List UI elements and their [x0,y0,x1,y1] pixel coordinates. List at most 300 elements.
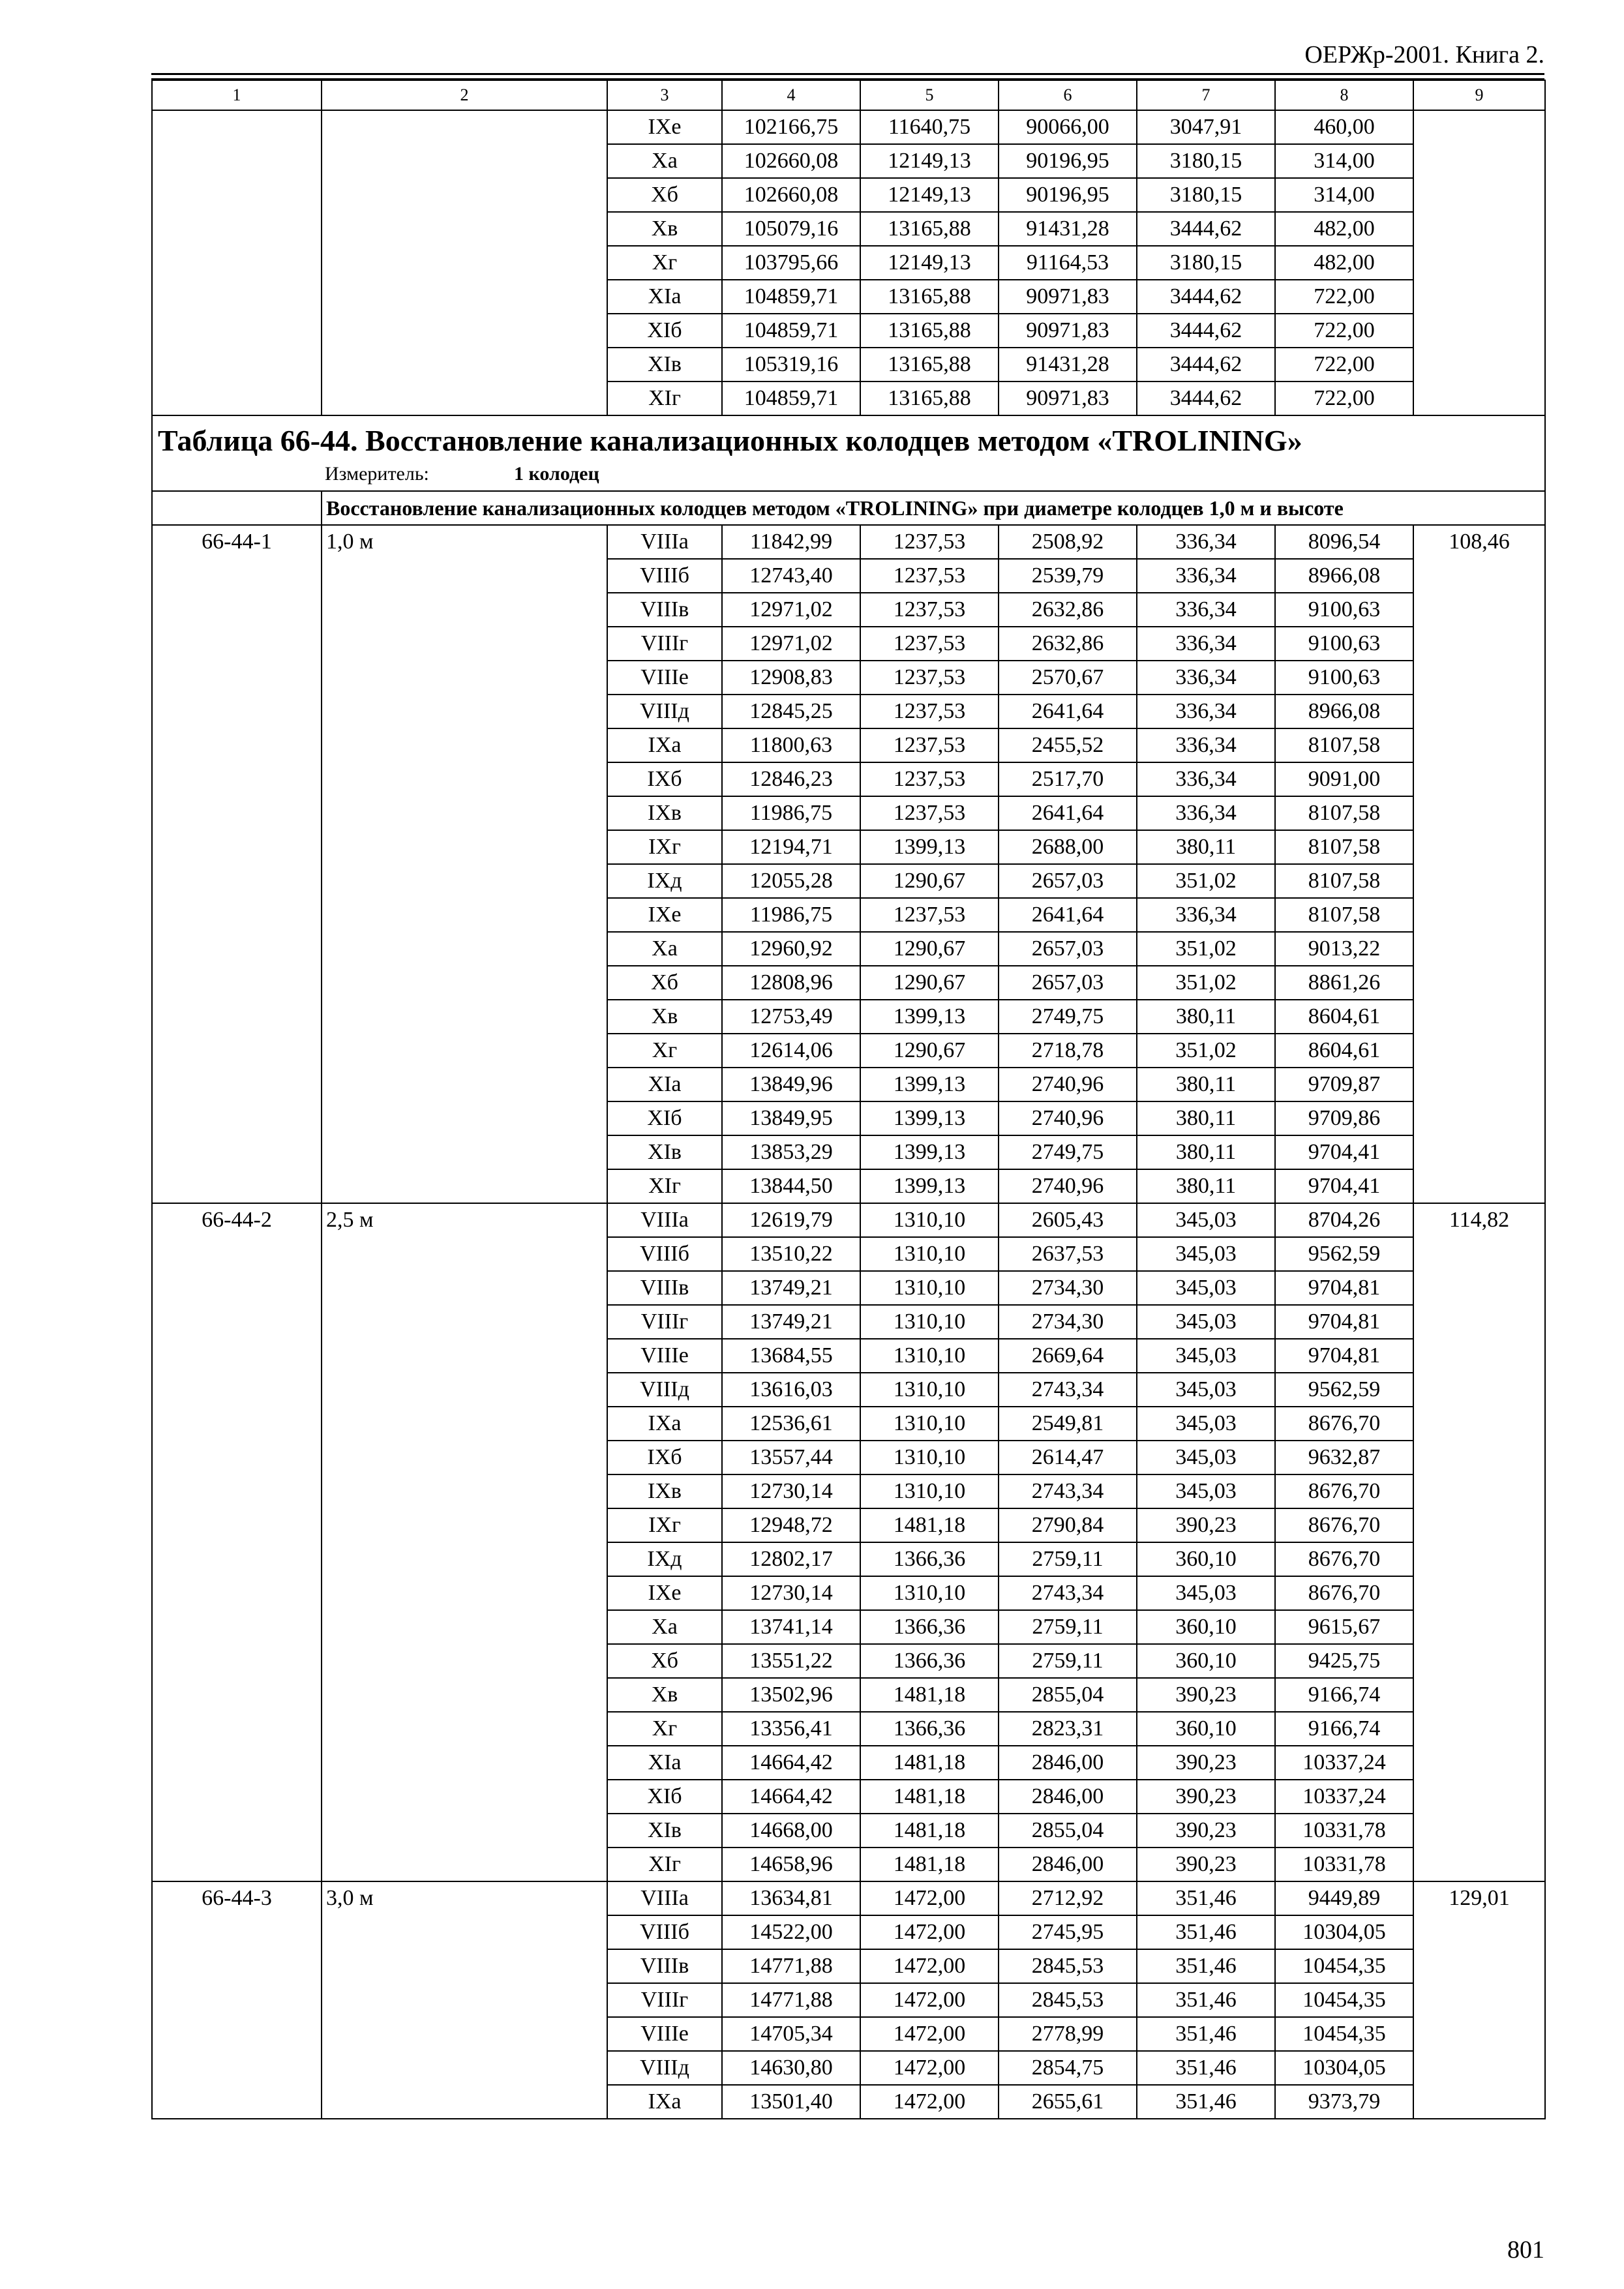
resource-group-cell: IXг [607,830,722,864]
value-col4-cell: 14705,34 [722,2017,860,2051]
value-col7-cell: 3444,62 [1137,212,1275,246]
value-col5-cell: 1310,10 [860,1237,999,1271]
table-row [152,1881,1545,1915]
column-number: 5 [860,80,999,110]
rates-table [151,80,1546,2119]
value-col6-cell: 91164,53 [999,246,1137,280]
value-col7-cell: 360,10 [1137,1610,1275,1644]
resource-group-cell: XIб [607,1101,722,1135]
resource-group-cell: VIIIд [607,2051,722,2085]
column-number: 2 [322,80,607,110]
value-col7-cell: 3180,15 [1137,178,1275,212]
value-col5-cell: 1237,53 [860,796,999,830]
value-col5-cell: 12149,13 [860,246,999,280]
resource-group-cell: XIг [607,1848,722,1881]
value-col6-cell: 2655,61 [999,2085,1137,2119]
value-col7-cell: 336,34 [1137,695,1275,728]
value-col7-cell: 3180,15 [1137,144,1275,178]
value-col6-cell: 2637,53 [999,1237,1137,1271]
value-col7-cell: 380,11 [1137,1101,1275,1135]
value-col6-cell: 2688,00 [999,830,1137,864]
value-col4-cell: 12743,40 [722,559,860,593]
value-col7-cell: 345,03 [1137,1441,1275,1474]
resource-group-cell: VIIIб [607,1237,722,1271]
value-col7-cell: 3444,62 [1137,280,1275,314]
value-col6-cell: 90196,95 [999,144,1137,178]
value-col5-cell: 1237,53 [860,559,999,593]
value-col7-cell: 380,11 [1137,1068,1275,1101]
value-col7-cell: 336,34 [1137,525,1275,559]
value-col6-cell: 2669,64 [999,1339,1137,1373]
value-col4-cell: 13634,81 [722,1881,860,1915]
value-col7-cell: 351,46 [1137,2017,1275,2051]
value-col7-cell: 351,46 [1137,2085,1275,2119]
value-col6-cell: 2743,34 [999,1373,1137,1407]
value-col7-cell: 336,34 [1137,559,1275,593]
value-col4-cell: 14668,00 [722,1814,860,1848]
resource-group-cell: IXа [607,2085,722,2119]
value-col4-cell: 12730,14 [722,1474,860,1508]
value-col6-cell: 90971,83 [999,314,1137,348]
value-col6-cell: 2845,53 [999,1983,1137,2017]
value-col5-cell: 1237,53 [860,593,999,627]
value-col4-cell: 104859,71 [722,314,860,348]
column-number: 9 [1413,80,1545,110]
value-col4-cell: 12808,96 [722,966,860,1000]
value-col8-cell: 10304,05 [1275,1915,1413,1949]
value-col5-cell: 1366,36 [860,1610,999,1644]
value-col8-cell: 9100,63 [1275,661,1413,695]
value-col6-cell: 2846,00 [999,1780,1137,1814]
value-col6-cell: 2759,11 [999,1542,1137,1576]
value-col6-cell: 2778,99 [999,2017,1137,2051]
value-col8-cell: 9425,75 [1275,1644,1413,1678]
value-col7-cell: 351,46 [1137,1949,1275,1983]
value-col6-cell: 2855,04 [999,1678,1137,1712]
value-col6-cell: 2549,81 [999,1407,1137,1441]
value-col4-cell: 13849,96 [722,1068,860,1101]
resource-group-cell: IXв [607,796,722,830]
value-col4-cell: 14630,80 [722,2051,860,2085]
value-col8-cell: 9091,00 [1275,762,1413,796]
value-col5-cell: 1399,13 [860,1068,999,1101]
resource-group-cell: IXа [607,1407,722,1441]
value-col6-cell: 2740,96 [999,1101,1137,1135]
value-col8-cell: 8604,61 [1275,1000,1413,1034]
resource-group-cell: XIб [607,1780,722,1814]
value-col6-cell: 91431,28 [999,212,1137,246]
value-col5-cell: 1290,67 [860,932,999,966]
value-col7-cell: 380,11 [1137,1000,1275,1034]
value-col5-cell: 1481,18 [860,1848,999,1881]
value-col5-cell: 1237,53 [860,695,999,728]
resource-group-cell: IXг [607,1508,722,1542]
value-col4-cell: 13741,14 [722,1610,860,1644]
resource-group-cell: IXе [607,1576,722,1610]
value-col5-cell: 1290,67 [860,864,999,898]
value-col5-cell: 1310,10 [860,1203,999,1237]
value-col7-cell: 351,02 [1137,864,1275,898]
value-col6-cell: 2823,31 [999,1712,1137,1746]
value-col8-cell: 9704,41 [1275,1169,1413,1203]
value-col7-cell: 351,46 [1137,1915,1275,1949]
value-col5-cell: 1472,00 [860,2085,999,2119]
resource-group-cell: XIг [607,382,722,415]
value-col8-cell: 8861,26 [1275,966,1413,1000]
value-col6-cell: 2846,00 [999,1746,1137,1780]
resource-group-cell: IXе [607,110,722,144]
value-col4-cell: 105079,16 [722,212,860,246]
value-col4-cell: 12753,49 [722,1000,860,1034]
value-col5-cell: 1366,36 [860,1644,999,1678]
resource-group-cell: XIв [607,1814,722,1848]
value-col5-cell: 1310,10 [860,1305,999,1339]
value-col7-cell: 390,23 [1137,1814,1275,1848]
value-col4-cell: 14664,42 [722,1746,860,1780]
value-col4-cell: 11800,63 [722,728,860,762]
column-number: 8 [1275,80,1413,110]
unit-line [325,460,1539,488]
value-col6-cell: 90196,95 [999,178,1137,212]
resource-group-cell: VIIIв [607,593,722,627]
value-col8-cell: 10331,78 [1275,1814,1413,1848]
value-col8-cell: 8604,61 [1275,1034,1413,1068]
value-col8-cell: 9373,79 [1275,2085,1413,2119]
value-col4-cell: 105319,16 [722,348,860,382]
value-col4-cell: 102166,75 [722,110,860,144]
column-number: 7 [1137,80,1275,110]
value-col4-cell: 13749,21 [722,1271,860,1305]
value-col4-cell: 12948,72 [722,1508,860,1542]
value-col8-cell: 9562,59 [1275,1237,1413,1271]
value-col8-cell: 9013,22 [1275,932,1413,966]
value-col5-cell: 1290,67 [860,966,999,1000]
value-col8-cell: 9704,81 [1275,1305,1413,1339]
value-col7-cell: 390,23 [1137,1746,1275,1780]
value-col4-cell: 12730,14 [722,1576,860,1610]
value-col7-cell: 380,11 [1137,1135,1275,1169]
value-col4-cell: 13502,96 [722,1678,860,1712]
value-col8-cell: 9449,89 [1275,1881,1413,1915]
value-col5-cell: 1290,67 [860,1034,999,1068]
value-col4-cell: 104859,71 [722,382,860,415]
value-col5-cell: 1481,18 [860,1678,999,1712]
table-row [152,1203,1545,1237]
value-col5-cell: 1237,53 [860,525,999,559]
resource-group-cell: Xб [607,966,722,1000]
value-col5-cell: 1472,00 [860,2017,999,2051]
empty-name-cell [322,110,607,415]
value-col6-cell: 2740,96 [999,1068,1137,1101]
value-col8-cell: 8676,70 [1275,1407,1413,1441]
table-title-cell [152,415,1545,491]
value-col8-cell: 10337,24 [1275,1780,1413,1814]
value-col4-cell: 11986,75 [722,796,860,830]
value-col5-cell: 1310,10 [860,1339,999,1373]
value-col7-cell: 336,34 [1137,762,1275,796]
value-col8-cell: 10304,05 [1275,2051,1413,2085]
value-col4-cell: 13749,21 [722,1305,860,1339]
value-col6-cell: 2657,03 [999,932,1137,966]
value-col7-cell: 345,03 [1137,1474,1275,1508]
value-col7-cell: 345,03 [1137,1373,1275,1407]
value-col5-cell: 1366,36 [860,1542,999,1576]
value-col7-cell: 345,03 [1137,1271,1275,1305]
resource-group-cell: Xб [607,1644,722,1678]
value-col6-cell: 2855,04 [999,1814,1137,1848]
value-col5-cell: 13165,88 [860,212,999,246]
table-title-row [152,415,1545,491]
resource-group-cell: Xв [607,1000,722,1034]
resource-group-cell: VIIIг [607,1305,722,1339]
value-col6-cell: 91431,28 [999,348,1137,382]
rate-name-cell: 1,0 м [322,525,607,1203]
value-col5-cell: 1472,00 [860,1881,999,1915]
value-col8-cell: 722,00 [1275,348,1413,382]
value-col7-cell: 336,34 [1137,796,1275,830]
value-col4-cell: 12846,23 [722,762,860,796]
value-col5-cell: 1310,10 [860,1373,999,1407]
value-col6-cell: 2570,67 [999,661,1137,695]
value-col6-cell: 2743,34 [999,1474,1137,1508]
value-col5-cell: 1399,13 [860,830,999,864]
value-col6-cell: 2740,96 [999,1169,1137,1203]
value-col4-cell: 12908,83 [722,661,860,695]
unit-value: 1 колодец [514,463,599,485]
value-col8-cell: 9709,86 [1275,1101,1413,1135]
value-col7-cell: 336,34 [1137,898,1275,932]
value-col8-cell: 314,00 [1275,178,1413,212]
resource-group-cell: VIIIд [607,695,722,728]
resource-group-cell: XIг [607,1169,722,1203]
value-col5-cell: 12149,13 [860,144,999,178]
value-col8-cell: 8676,70 [1275,1474,1413,1508]
value-col5-cell: 1481,18 [860,1814,999,1848]
value-col4-cell: 12619,79 [722,1203,860,1237]
column-number: 1 [152,80,322,110]
value-col8-cell: 8107,58 [1275,796,1413,830]
value-col8-cell: 10337,24 [1275,1746,1413,1780]
value-col8-cell: 9704,81 [1275,1339,1413,1373]
col9-value-cell: 114,82 [1413,1203,1545,1881]
value-col4-cell: 14771,88 [722,1949,860,1983]
resource-group-cell: VIIIа [607,1881,722,1915]
value-col4-cell: 12802,17 [722,1542,860,1576]
value-col4-cell: 12845,25 [722,695,860,728]
value-col7-cell: 390,23 [1137,1848,1275,1881]
value-col8-cell: 460,00 [1275,110,1413,144]
value-col6-cell: 2455,52 [999,728,1137,762]
value-col7-cell: 351,02 [1137,1034,1275,1068]
page-header: ОЕРЖр-2001. Книга 2. [1304,41,1544,68]
value-col5-cell: 1399,13 [860,1000,999,1034]
value-col6-cell: 2745,95 [999,1915,1137,1949]
value-col7-cell: 345,03 [1137,1407,1275,1441]
value-col7-cell: 336,34 [1137,627,1275,661]
value-col6-cell: 2749,75 [999,1135,1137,1169]
value-col5-cell: 1310,10 [860,1271,999,1305]
value-col7-cell: 345,03 [1137,1576,1275,1610]
col9-value-cell: 129,01 [1413,1881,1545,2119]
value-col8-cell: 8107,58 [1275,830,1413,864]
resource-group-cell: Xа [607,932,722,966]
value-col4-cell: 13853,29 [722,1135,860,1169]
value-col8-cell: 722,00 [1275,314,1413,348]
resource-group-cell: XIб [607,314,722,348]
resource-group-cell: VIIIе [607,1339,722,1373]
resource-group-cell: IXд [607,864,722,898]
value-col6-cell: 2749,75 [999,1000,1137,1034]
value-col5-cell: 1237,53 [860,762,999,796]
value-col4-cell: 12055,28 [722,864,860,898]
resource-group-cell: XIа [607,1068,722,1101]
value-col6-cell: 2657,03 [999,864,1137,898]
value-col4-cell: 13551,22 [722,1644,860,1678]
value-col4-cell: 13356,41 [722,1712,860,1746]
resource-group-cell: Xа [607,1610,722,1644]
value-col4-cell: 102660,08 [722,144,860,178]
value-col8-cell: 8676,70 [1275,1576,1413,1610]
value-col4-cell: 12614,06 [722,1034,860,1068]
value-col5-cell: 1399,13 [860,1169,999,1203]
value-col4-cell: 14522,00 [722,1915,860,1949]
value-col7-cell: 390,23 [1137,1780,1275,1814]
table-title: Таблица 66-44. Восстановление канализационных колодцев методом «TROLINING» [158,424,1302,457]
value-col4-cell: 13501,40 [722,2085,860,2119]
value-col7-cell: 3180,15 [1137,246,1275,280]
value-col6-cell: 2539,79 [999,559,1137,593]
value-col6-cell: 90066,00 [999,110,1137,144]
value-col4-cell: 12194,71 [722,830,860,864]
value-col4-cell: 102660,08 [722,178,860,212]
resource-group-cell: VIIIб [607,559,722,593]
value-col6-cell: 2759,11 [999,1644,1137,1678]
subheading-row [152,491,1545,525]
value-col8-cell: 8096,54 [1275,525,1413,559]
resource-group-cell: IXа [607,728,722,762]
value-col6-cell: 2846,00 [999,1848,1137,1881]
value-col5-cell: 1399,13 [860,1101,999,1135]
value-col6-cell: 2790,84 [999,1508,1137,1542]
value-col5-cell: 1310,10 [860,1576,999,1610]
value-col5-cell: 1366,36 [860,1712,999,1746]
column-number: 3 [607,80,722,110]
value-col5-cell: 1237,53 [860,627,999,661]
value-col4-cell: 13616,03 [722,1373,860,1407]
value-col5-cell: 1237,53 [860,661,999,695]
value-col6-cell: 2614,47 [999,1441,1137,1474]
rate-code-cell: 66-44-1 [152,525,322,1203]
value-col4-cell: 11842,99 [722,525,860,559]
value-col4-cell: 13510,22 [722,1237,860,1271]
value-col8-cell: 10454,35 [1275,2017,1413,2051]
value-col8-cell: 10454,35 [1275,1983,1413,2017]
value-col6-cell: 2632,86 [999,627,1137,661]
resource-group-cell: IXе [607,898,722,932]
resource-group-cell: IXб [607,1441,722,1474]
value-col8-cell: 9562,59 [1275,1373,1413,1407]
value-col7-cell: 3047,91 [1137,110,1275,144]
value-col6-cell: 2712,92 [999,1881,1137,1915]
value-col8-cell: 9704,41 [1275,1135,1413,1169]
rate-code-cell: 66-44-3 [152,1881,322,2119]
value-col5-cell: 1310,10 [860,1407,999,1441]
value-col7-cell: 351,02 [1137,966,1275,1000]
table-row [152,110,1545,144]
value-col4-cell: 14658,96 [722,1848,860,1881]
empty-code-cell [152,491,322,525]
value-col5-cell: 1310,10 [860,1441,999,1474]
unit-label: Измеритель: [325,463,429,485]
value-col8-cell: 8704,26 [1275,1203,1413,1237]
resource-group-cell: VIIIб [607,1915,722,1949]
resource-group-cell: VIIIа [607,525,722,559]
resource-group-cell: IXв [607,1474,722,1508]
value-col6-cell: 2605,43 [999,1203,1137,1237]
value-col7-cell: 351,46 [1137,1983,1275,2017]
resource-group-cell: Xг [607,246,722,280]
rate-code-cell: 66-44-2 [152,1203,322,1881]
value-col7-cell: 3444,62 [1137,382,1275,415]
value-col8-cell: 9100,63 [1275,593,1413,627]
resource-group-cell: VIIIг [607,627,722,661]
value-col8-cell: 10331,78 [1275,1848,1413,1881]
header-rule [151,73,1544,75]
column-number: 6 [999,80,1137,110]
col9-value-cell: 108,46 [1413,525,1545,1203]
resource-group-cell: XIв [607,1135,722,1169]
value-col6-cell: 2718,78 [999,1034,1137,1068]
value-col8-cell: 9166,74 [1275,1678,1413,1712]
resource-group-cell: IXб [607,762,722,796]
value-col4-cell: 12971,02 [722,627,860,661]
resource-group-cell: Xа [607,144,722,178]
resource-group-cell: VIIIе [607,661,722,695]
value-col6-cell: 90971,83 [999,382,1137,415]
value-col8-cell: 9709,87 [1275,1068,1413,1101]
empty-col9-cell [1413,110,1545,415]
value-col7-cell: 3444,62 [1137,314,1275,348]
value-col6-cell: 2759,11 [999,1610,1137,1644]
value-col4-cell: 13684,55 [722,1339,860,1373]
value-col5-cell: 1310,10 [860,1474,999,1508]
resource-group-cell: Xг [607,1034,722,1068]
value-col7-cell: 390,23 [1137,1678,1275,1712]
value-col7-cell: 345,03 [1137,1339,1275,1373]
value-col8-cell: 722,00 [1275,382,1413,415]
value-col8-cell: 10454,35 [1275,1949,1413,1983]
value-col5-cell: 1237,53 [860,898,999,932]
resource-group-cell: VIIIе [607,2017,722,2051]
value-col7-cell: 336,34 [1137,661,1275,695]
subheading-cell: Восстановление канализационных колодцев методом «TROLINING» при диаметре колодцев 1,0 м и высоте [322,491,1545,525]
value-col6-cell: 2641,64 [999,898,1137,932]
value-col4-cell: 12971,02 [722,593,860,627]
value-col8-cell: 482,00 [1275,212,1413,246]
value-col8-cell: 314,00 [1275,144,1413,178]
value-col7-cell: 345,03 [1137,1237,1275,1271]
value-col6-cell: 90971,83 [999,280,1137,314]
value-col5-cell: 12149,13 [860,178,999,212]
value-col6-cell: 2632,86 [999,593,1137,627]
value-col7-cell: 380,11 [1137,1169,1275,1203]
value-col6-cell: 2854,75 [999,2051,1137,2085]
value-col8-cell: 8676,70 [1275,1508,1413,1542]
rate-name-cell: 2,5 м [322,1203,607,1881]
value-col4-cell: 13557,44 [722,1441,860,1474]
value-col6-cell: 2743,34 [999,1576,1137,1610]
column-number-row [152,80,1545,110]
